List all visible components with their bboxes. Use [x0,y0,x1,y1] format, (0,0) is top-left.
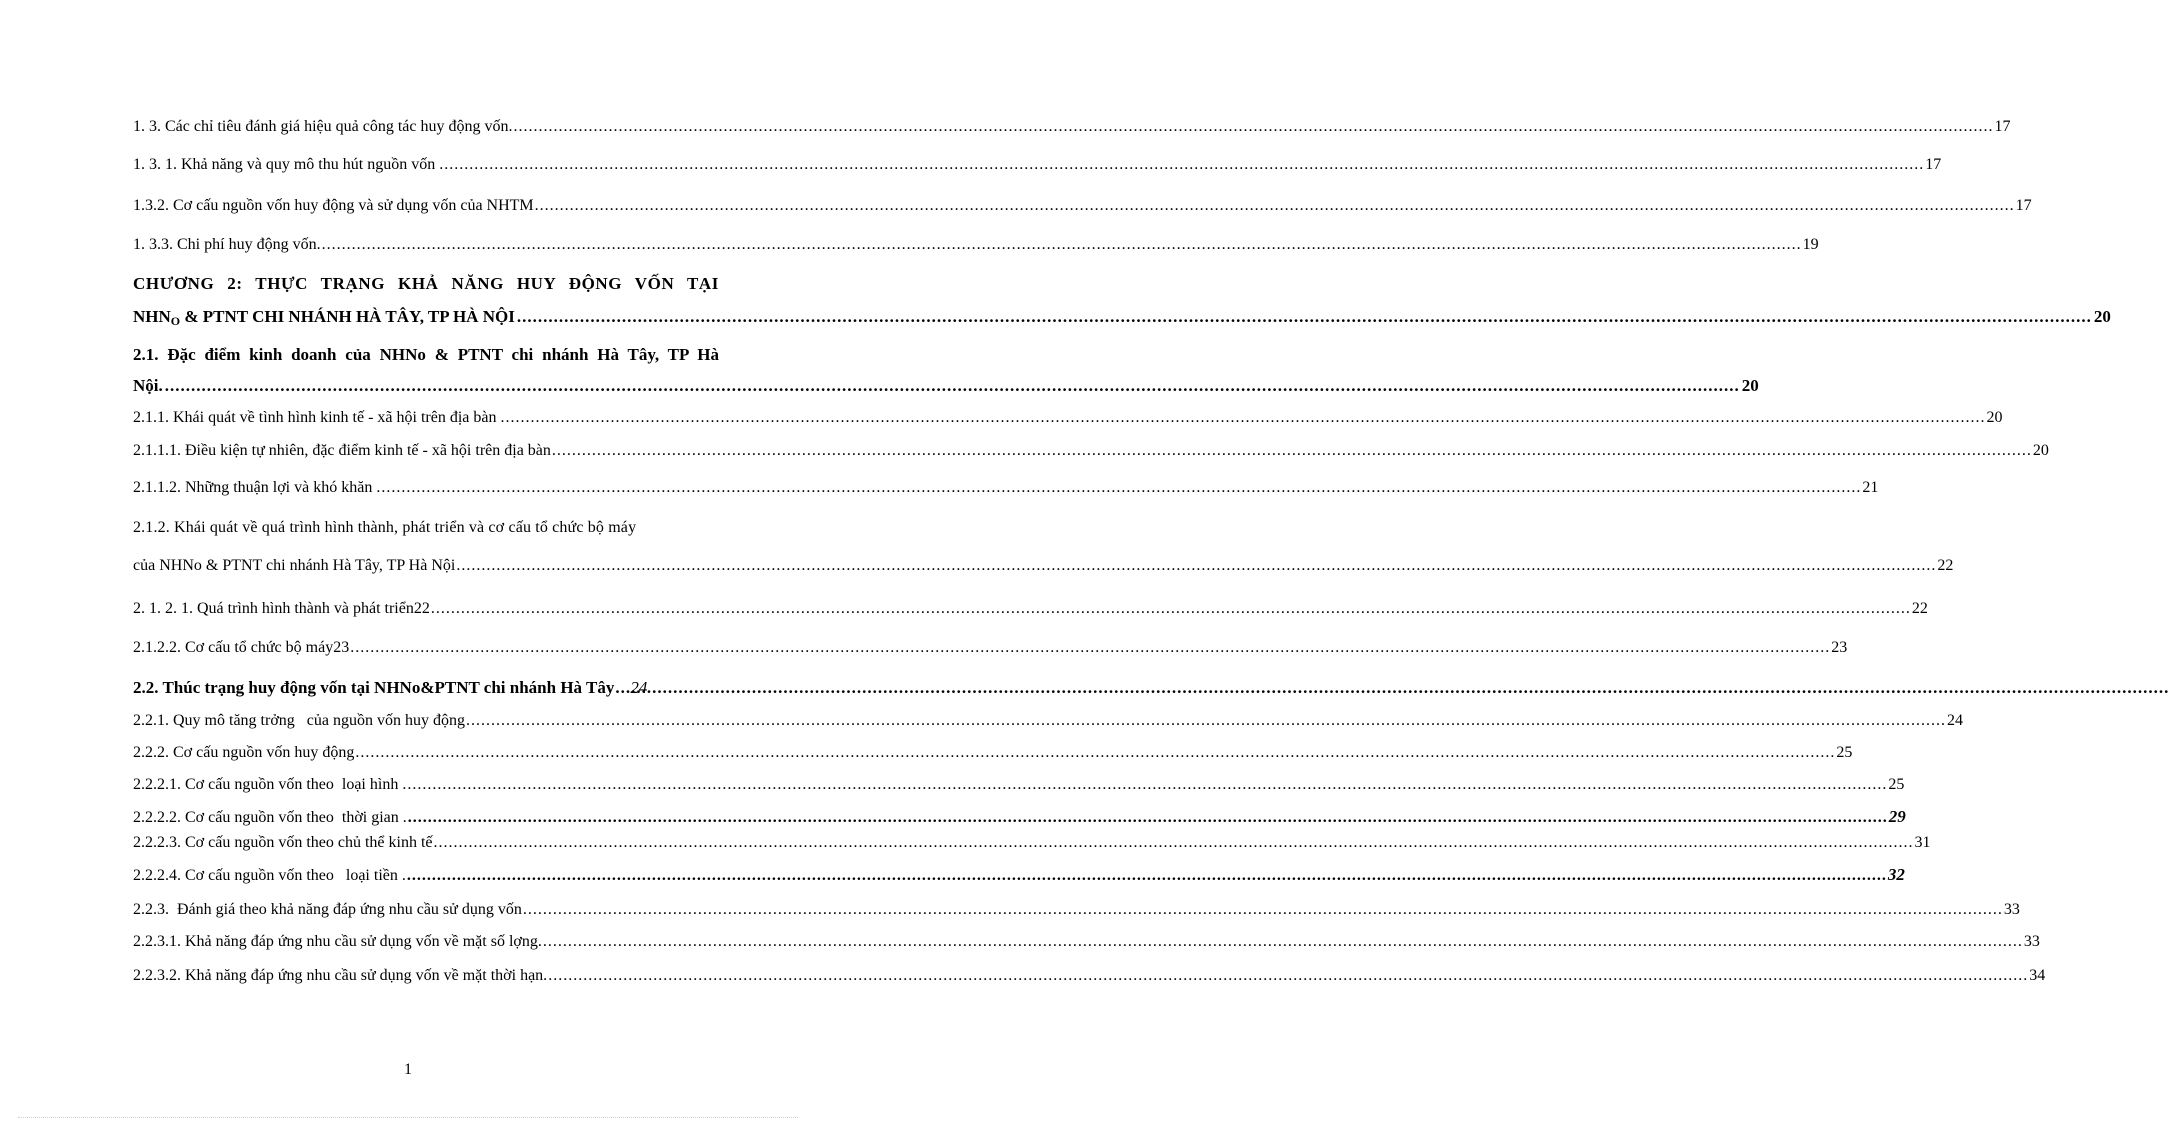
toc-entry-page: 17 [2015,197,2032,214]
toc-entry [133,900,2020,920]
toc-entry-title: 2.1.1.1. Điều kiện tự nhiên, đặc điểm kinh tế - xã hội trên địa bàn [133,442,551,459]
toc-entry [133,932,2040,952]
toc-entry-page: 24 [1946,712,1963,729]
toc-entry-page: 20 [2032,442,2049,459]
toc-entry [133,743,1853,763]
toc-entry-page: 20 [1986,409,2003,426]
toc-entry [133,478,1879,498]
toc-entry-2-1-2 [133,518,1954,576]
toc-entry-title: 2.2.2. Cơ cấu nguồn vốn huy động [133,744,355,761]
toc-entry-page: 19 [1802,236,1819,253]
toc-entry-title: 2.2.1. Quy mô tăng trởng của nguồn vốn huy động [133,712,465,729]
toc-entry-title: 2.1.2. Khái quát về quá trình hình thành, phát triển và cơ cấu tổ chức bộ máy [133,519,637,536]
toc-entry-title: 2.1.1. Khái quát về tình hình kinh tế - xã hội trên địa bàn . [133,409,505,426]
toc-entry-page: 23 [1831,639,1848,656]
toc-entry-page: 25 [1888,776,1905,793]
toc-entry-page: 21 [1862,479,1879,496]
toc-entry-page: 24 [630,678,648,697]
toc-entry-title: 2.2.3.1. Khả năng đáp ứng nhu cầu sử dụng vốn về mặt số lợng. [133,933,542,950]
chapter-2-title-line2-sub: O [170,314,181,328]
toc-entry-page: 22 [1911,600,1928,617]
toc-entry-page: 17 [1994,118,2011,135]
section-2-1-title-line1: 2.1. Đặc điểm kinh doanh của NHNo & PTNT chi nhánh Hà Tây, TP Hà [133,345,719,364]
toc-entry [133,196,2032,216]
page-bottom-divider [18,1117,798,1118]
toc-entry-section-2-2 [133,678,719,698]
toc-entry-title: 1.3.2. Cơ cấu nguồn vốn huy động và sử dụng vốn của NHTM [133,197,534,214]
section-2-1-heading: 2.1. Đặc điểm kinh doanh của NHNo & PTNT chi nhánh Hà Tây, TP Hà Nội. ............................................................................................................................................................................................................................................................................................................ 20 [133,345,1759,395]
chapter-2-heading: CHƯƠNG 2: THỰC TRẠNG KHẢ NĂNG HUY ĐỘNG VỐN TẠI $NHN_O$ & PTNT CHI NHÁNH HÀ TÂY, TP HÀ NỘI ............................................................................................................................................................................................................................................................................................................ 20 [133,274,2111,328]
toc-entry-title: 2.2.3.2. Khả năng đáp ứng nhu cầu sử dụng vốn về mặt thời hạn. [133,967,548,984]
toc-entry-page: 33 [2023,933,2040,950]
toc-entry-title: 2.2. Thúc trạng huy động vốn tại NHNo&PTNT chi nhánh Hà Tây [133,678,615,697]
toc-entry-title: 1. 3. Các chỉ tiêu đánh giá hiệu quả công tác huy động vốn. [133,118,513,135]
toc-entry-title-line2: của NHNo & PTNT chi nhánh Hà Tây, TP Hà Nội [133,557,456,574]
toc-entry-page: 29 [1888,807,1906,826]
toc-entry-title: 2.2.2.4. Cơ cấu nguồn vốn theo loại tiền . [133,867,406,884]
toc-entry-page: 17 [1925,156,1942,173]
toc-entry-page: 22 [1937,557,1954,574]
toc-entry-title: 2.2.2.3. Cơ cấu nguồn vốn theo chủ thể kinh tế [133,834,433,851]
toc-entry-title: 2.1.1.2. Những thuận lợi và khó khăn . [133,479,381,496]
toc-entry-title: 2.2.2.2. Cơ cấu nguồn vốn theo thời gian . [133,809,407,826]
toc-entry [133,441,2049,461]
toc-entry-title: 1. 3.3. Chi phí huy động vốn. [133,236,321,253]
toc-entry [133,711,1963,731]
toc-entry [133,117,2011,137]
toc-entry-title: 2.1.2.2. Cơ cấu tổ chức bộ máy23 [133,639,350,656]
toc-entry [133,408,2003,428]
section-2-1-title-line2: Nội. [133,376,163,395]
toc-entry-title: 1. 3. 1. Khả năng và quy mô thu hút nguồn vốn . [133,156,444,173]
chapter-2-title-line2-a: NHN [133,307,171,326]
page-number: 1 [404,1061,412,1078]
toc-entry-title: 2.2.2.1. Cơ cấu nguồn vốn theo loại hình . [133,776,407,793]
toc-entry-page: 33 [2003,901,2020,918]
toc-entry [133,807,1906,828]
chapter-2-title-line2-b: & PTNT CHI NHÁNH HÀ TÂY, TP HÀ NỘI [180,307,515,326]
toc-entry [133,599,1928,619]
toc-entry [133,155,1942,175]
toc-entry-page: 31 [1914,834,1931,851]
toc-entry-page: 25 [1836,744,1853,761]
toc-entry [133,865,1905,886]
toc-entry-title: 2.2.3. Đánh giá theo khả năng đáp ứng nhu cầu sử dụng vốn [133,901,522,918]
toc-entry [133,235,1819,255]
toc-entry-title: 2. 1. 2. 1. Quá trình hình thành và phát triển22 [133,600,430,617]
section-2-1-page: 20 [1741,376,1759,395]
chapter-2-page: 20 [2093,307,2111,326]
toc-entry [133,638,1848,658]
toc-entry [133,966,2046,986]
toc-entry-page: 34 [2029,967,2046,984]
toc-entry [133,775,1905,795]
toc-entry-page: 32 [1887,865,1905,884]
chapter-2-title-line1: CHƯƠNG 2: THỰC TRẠNG KHẢ NĂNG HUY ĐỘNG VỐN TẠI [133,274,719,293]
toc-entry [133,833,1931,853]
